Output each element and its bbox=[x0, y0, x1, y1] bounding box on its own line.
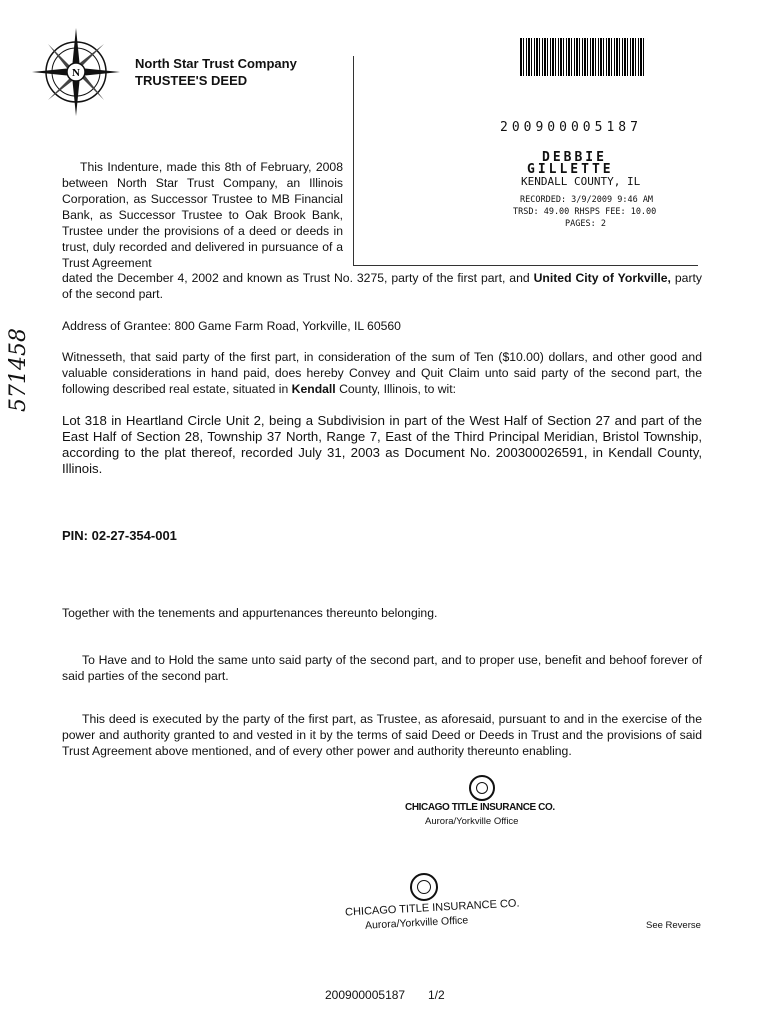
barcode bbox=[520, 38, 645, 76]
witnesseth-end: County, Illinois, to wit: bbox=[335, 382, 457, 396]
legal-description: Lot 318 in Heartland Circle Unit 2, being a Subdivision in part of the West Half of Section 27 and part of the East Half of Section 28, Township 37 North, Range 7, East of the Third Principal Meridian, Bristol Township, according to the plat thereof, recorded July 31, 2003 as Document No. 200300026591, in Kendall County, Illinois. bbox=[62, 413, 702, 476]
stamp-office: Aurora/Yorkville Office bbox=[425, 816, 519, 827]
stamp-company-name: CHICAGO TITLE INSURANCE CO. bbox=[405, 802, 555, 813]
title-company-seal-icon bbox=[469, 775, 495, 801]
stamp-office: Aurora/Yorkville Office bbox=[364, 914, 469, 932]
indenture-cont-end: party of the second part. bbox=[62, 271, 702, 301]
recording-fees: TRSD: 49.00 RHSPS FEE: 10.00 bbox=[513, 207, 657, 217]
title-company-seal-icon bbox=[410, 873, 438, 901]
company-name: North Star Trust Company bbox=[135, 56, 297, 71]
recording-box-divider bbox=[353, 56, 354, 266]
grantee-name: United City of Yorkville, bbox=[533, 271, 671, 285]
together-clause: Together with the tenements and appurtenances thereunto belonging. bbox=[62, 606, 438, 620]
witnesseth-text: Witnesseth, that said party of the first part, in consideration of the sum of Ten ($10.00) dollars, and other good and valuable considerations in hand paid, does hereby Convey and Quit Claim unto said party of the second part, the following described real estate, situated in bbox=[62, 350, 702, 396]
see-reverse-note: See Reverse bbox=[646, 920, 701, 931]
indenture-cont-text: dated the December 4, 2002 and known as Trust No. 3275, party of the first part, and bbox=[62, 271, 534, 285]
svg-text:N: N bbox=[72, 67, 80, 79]
habendum-clause: To Have and to Hold the same unto said party of the second part, and to proper use, benefit and behoof forever of said parties of the second part. bbox=[62, 653, 702, 683]
document-type: TRUSTEE'S DEED bbox=[135, 73, 248, 88]
recorder-last-name: GILLETTE bbox=[527, 162, 614, 177]
execution-clause: This deed is executed by the party of the first part, as Trustee, as aforesaid, pursuant to and in the exercise of the power and authority granted to and vested in it by the terms of said Deed or Deeds in Trust and the provisions of said Trust Agreement above mentioned, and of every other power and authority thereunto enabling. bbox=[62, 712, 702, 758]
recorder-first-name: DEBBIE bbox=[542, 150, 607, 165]
handwritten-margin-number: 571458 bbox=[6, 328, 31, 412]
footer-doc-number: 200900005187 bbox=[325, 988, 406, 1002]
footer-page-number: 1/2 bbox=[428, 988, 445, 1002]
witnesseth-paragraph bbox=[62, 349, 702, 397]
pin-number: PIN: 02-27-354-001 bbox=[62, 528, 177, 543]
indenture-continuation bbox=[62, 270, 702, 302]
recorded-timestamp: RECORDED: 3/9/2009 9:46 AM bbox=[520, 195, 654, 205]
recorded-doc-number: 200900005187 bbox=[500, 120, 642, 135]
grantee-address: Address of Grantee: 800 Game Farm Road, Yorkville, IL 60560 bbox=[62, 319, 401, 333]
county-name: Kendall bbox=[291, 382, 336, 396]
compass-logo bbox=[30, 26, 122, 118]
recording-county: KENDALL COUNTY, IL bbox=[521, 175, 641, 188]
indenture-paragraph: This Indenture, made this 8th of February, 2008 between North Star Trust Company, an Illinois Corporation, as Successor Trustee to MB Financial Bank, as Successor Trustee to Oak Brook Bank, Trustee under the provisions of a deed or deeds in trust, duly recorded and delivered in pursuance of a Trust Agreement bbox=[62, 160, 343, 270]
recording-box-bottom bbox=[353, 265, 698, 266]
stamp-company-name: CHICAGO TITLE INSURANCE CO. bbox=[344, 897, 520, 919]
recording-pages: PAGES: 2 bbox=[565, 219, 606, 229]
